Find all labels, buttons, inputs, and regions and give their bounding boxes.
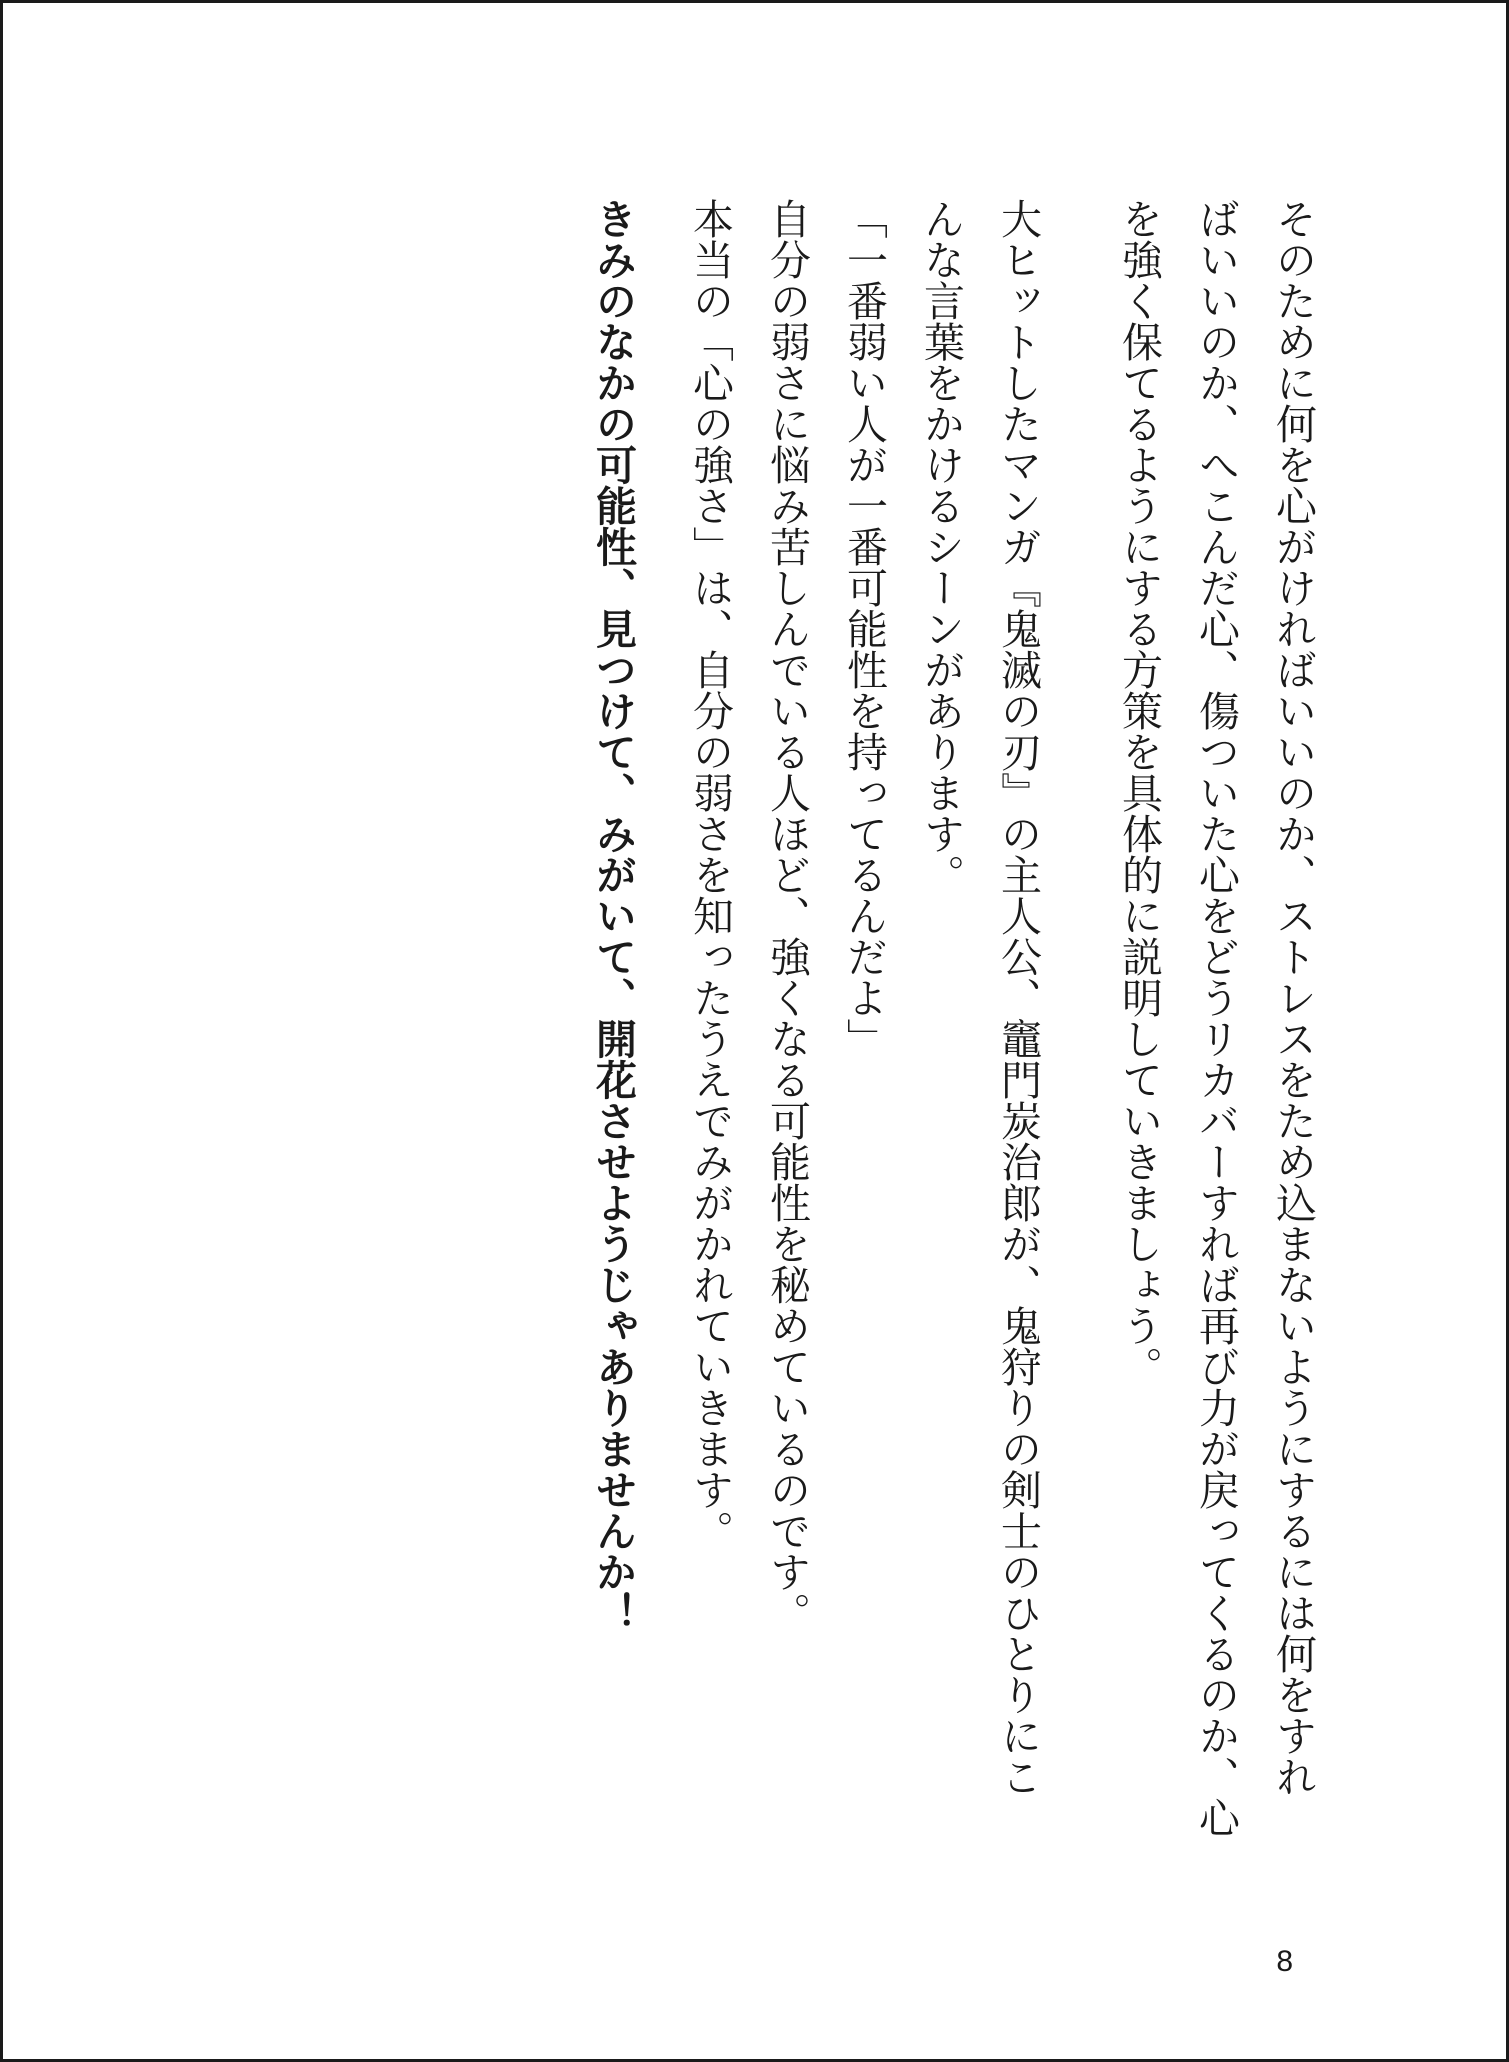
paragraph-2-line-2: んな言葉をかけるシーンがあります。 [917, 198, 965, 895]
paragraph-1-line-2: ばいいのか、へこんだ心、傷ついた心をどうリカバーすれば再び力が戻ってくるのか、心 [1192, 198, 1240, 1838]
paragraph-1-line-3: を強く保てるようにする方策を具体的に説明していきましょう。 [1115, 198, 1163, 1387]
paragraph-3-line-2: 本当の「心の強さ」は、自分の弱さを知ったうえでみがかれていきます。 [686, 198, 734, 1551]
paragraph-gap [1056, 198, 1100, 1878]
paragraph-3-line-1: 自分の弱さに悩み苦しんでいる人ほど、強くなる可能性を秘めているのです。 [763, 198, 811, 1633]
paragraph-2-line-1: 大ヒットしたマンガ『鬼滅の刃』の主人公、竈門炭治郎が、鬼狩りの剣士のひとりにこ [994, 198, 1042, 1797]
paragraph-1-line-1: そのために何を心がければいいのか、ストレスをため込まないようにするには何をすれ [1269, 198, 1317, 1797]
paragraph-gap [651, 198, 671, 1878]
vertical-text-body [574, 198, 1331, 1878]
closing-line: きみのなかの可能性、見つけて、みがいて、開花させようじゃありませんか！ [589, 198, 637, 1633]
quote-line: 「一番弱い人が一番可能性を持ってるんだよ」 [840, 198, 888, 1059]
page-number: 8 [1276, 1945, 1293, 1978]
